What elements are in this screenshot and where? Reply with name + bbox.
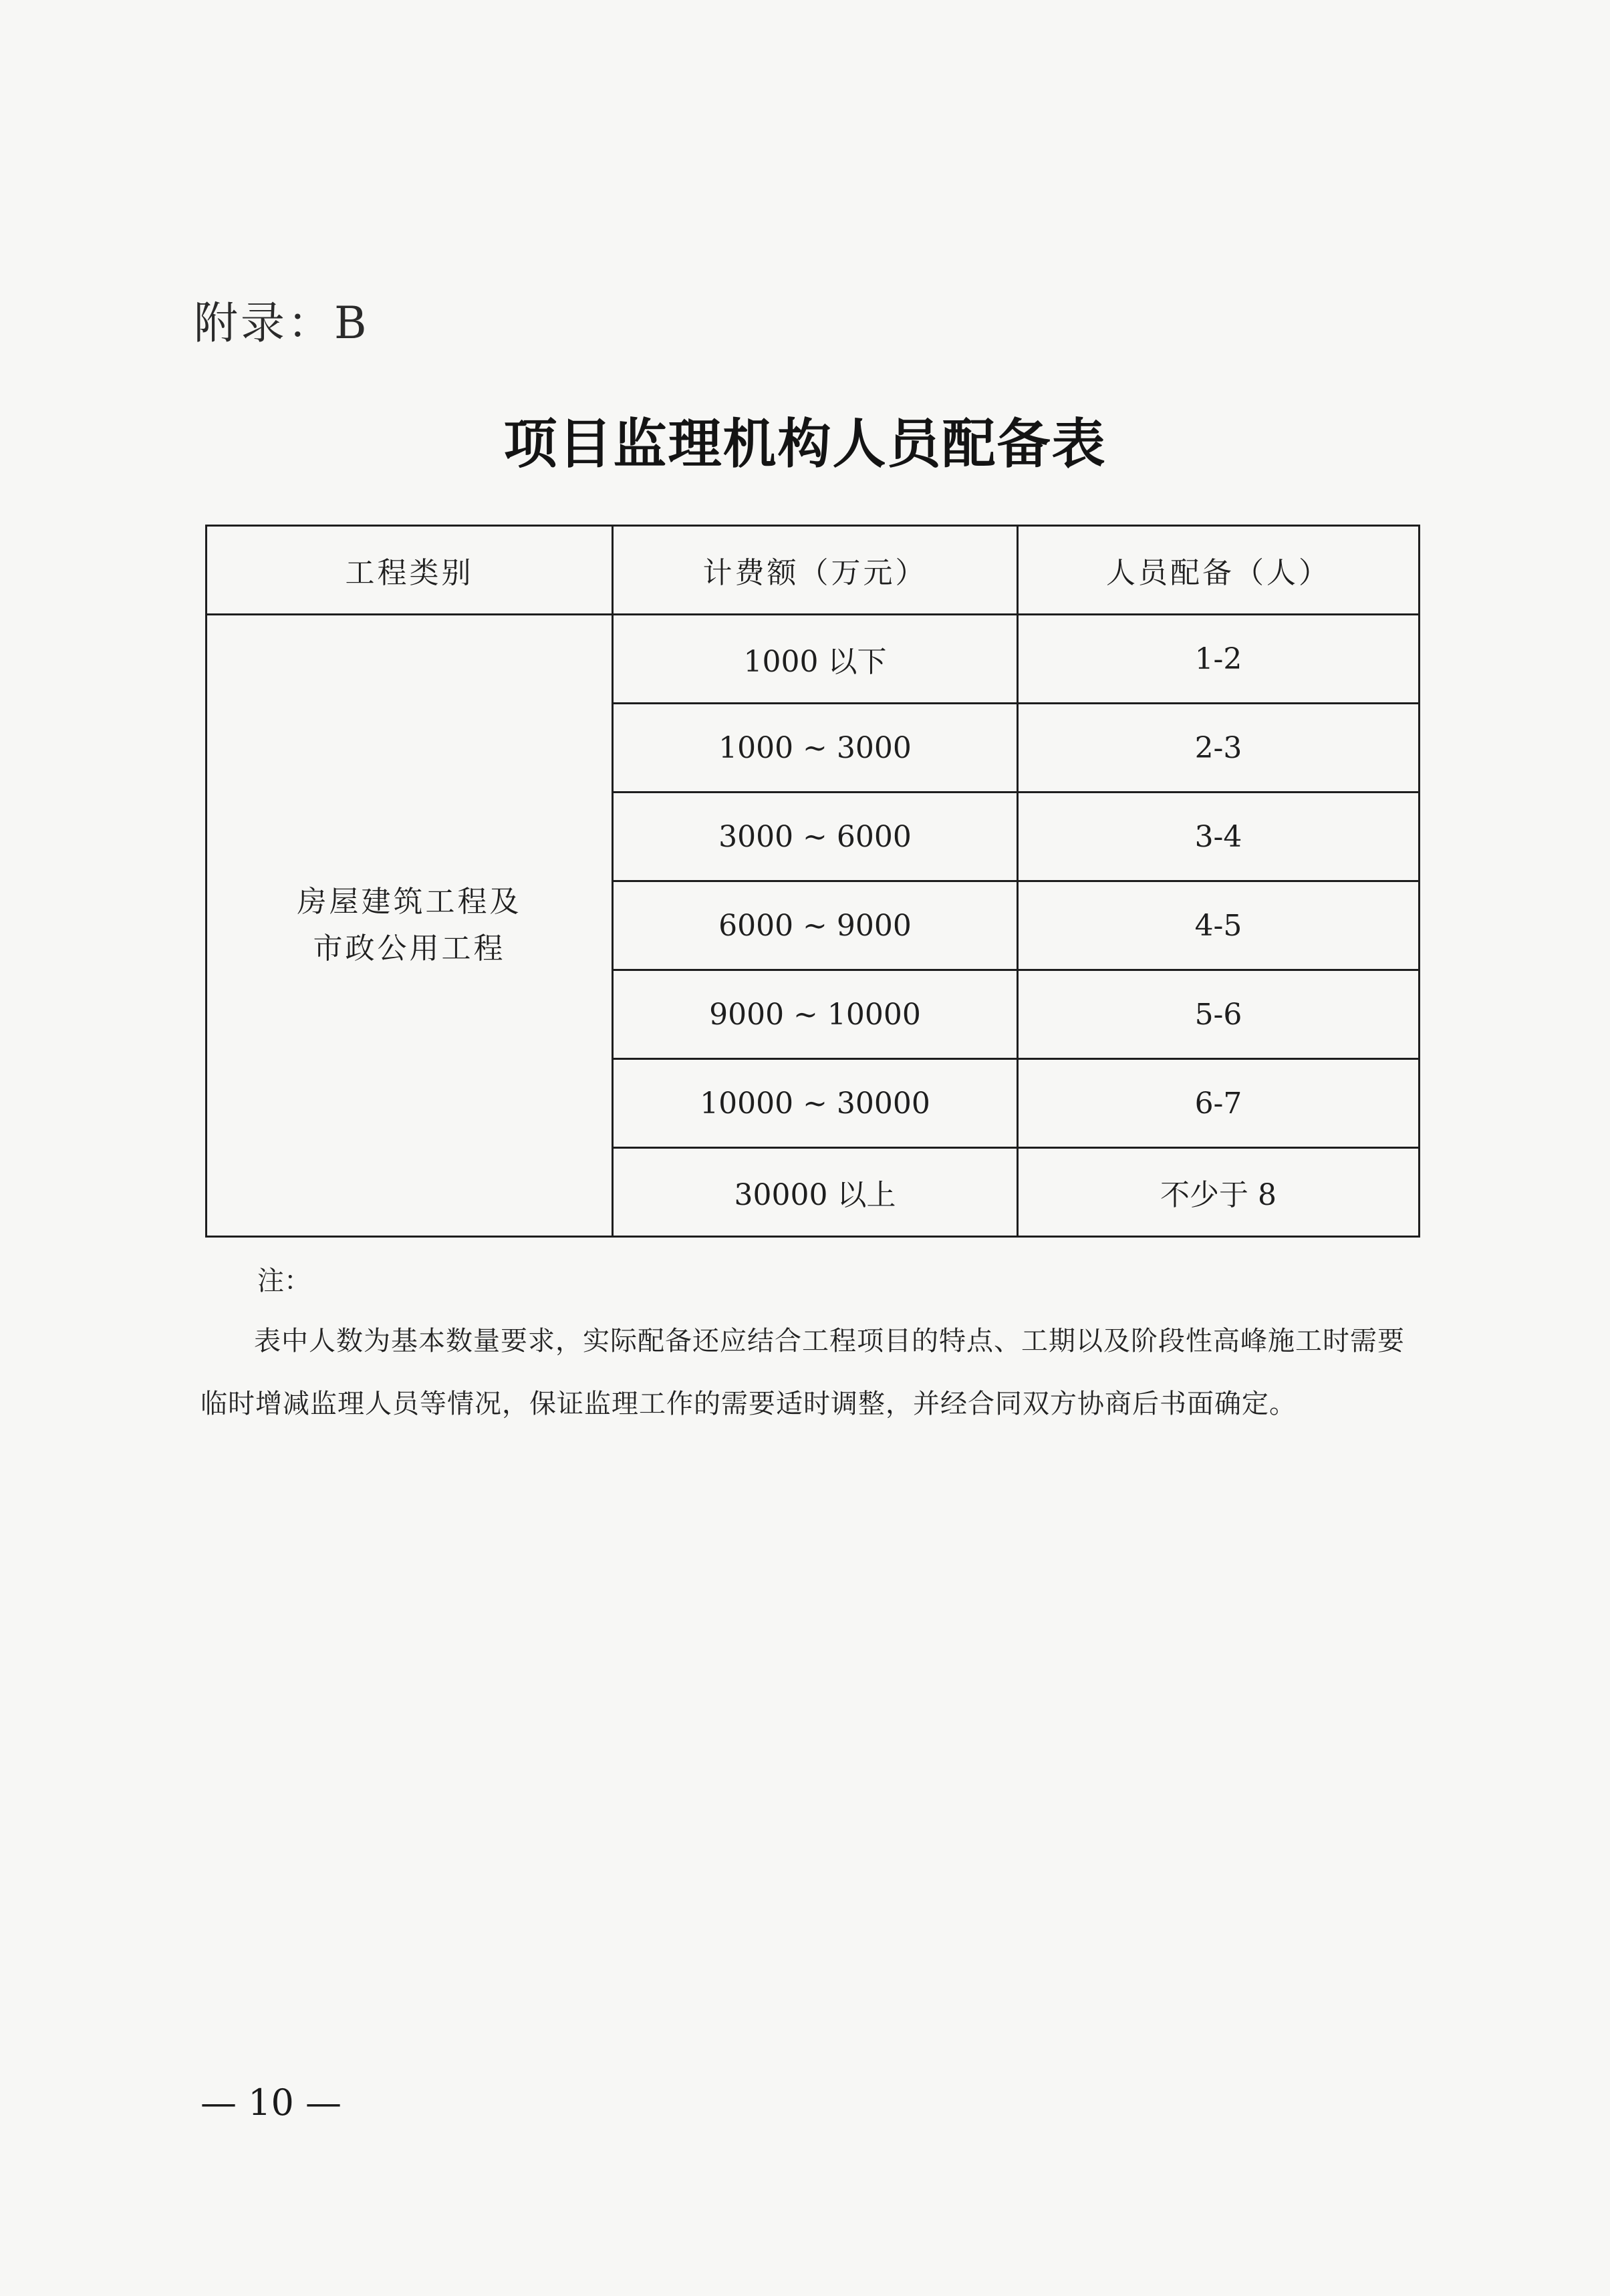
category-line-2: 市政公用工程 bbox=[313, 931, 506, 966]
header-fee: 计费额（万元） bbox=[613, 526, 1018, 615]
fee-cell: 6000 ~ 9000 bbox=[613, 881, 1018, 970]
staff-cell: 2-3 bbox=[1018, 704, 1420, 793]
page-title: 项目监理机构人员配备表 bbox=[503, 413, 1107, 475]
category-cell bbox=[207, 615, 613, 1237]
table-header-row bbox=[207, 526, 1420, 615]
header-staff: 人员配备（人） bbox=[1018, 526, 1420, 615]
fee-cell: 1000 以下 bbox=[613, 615, 1018, 704]
fee-cell: 10000 ~ 30000 bbox=[613, 1059, 1018, 1148]
staff-cell: 3-4 bbox=[1018, 793, 1420, 881]
staffing-table bbox=[205, 525, 1420, 1238]
fee-cell: 9000 ~ 10000 bbox=[613, 970, 1018, 1059]
table-row bbox=[207, 615, 1420, 704]
fee-cell: 3000 ~ 6000 bbox=[613, 793, 1018, 881]
note-label: 注： bbox=[257, 1266, 311, 1296]
note-text: 表中人数为基本数量要求，实际配备还应结合工程项目的特点、工期以及阶段性高峰施工时需要临时增减监理人员等情况，保证监理工作的需要适时调整，并经合同双方协商后书面确定。 bbox=[200, 1326, 1405, 1419]
category-line-1: 房屋建筑工程及 bbox=[297, 885, 522, 919]
staff-cell: 6-7 bbox=[1018, 1059, 1420, 1148]
staff-cell: 不少于 8 bbox=[1018, 1148, 1420, 1237]
fee-cell: 1000 ~ 3000 bbox=[613, 704, 1018, 793]
page-number: — 10 — bbox=[200, 2082, 342, 2124]
fee-cell: 30000 以上 bbox=[613, 1148, 1018, 1237]
staff-cell: 4-5 bbox=[1018, 881, 1420, 970]
appendix-label: 附录：B bbox=[194, 297, 370, 349]
header-category: 工程类别 bbox=[207, 526, 613, 615]
staff-cell: 1-2 bbox=[1018, 615, 1420, 704]
staff-cell: 5-6 bbox=[1018, 970, 1420, 1059]
